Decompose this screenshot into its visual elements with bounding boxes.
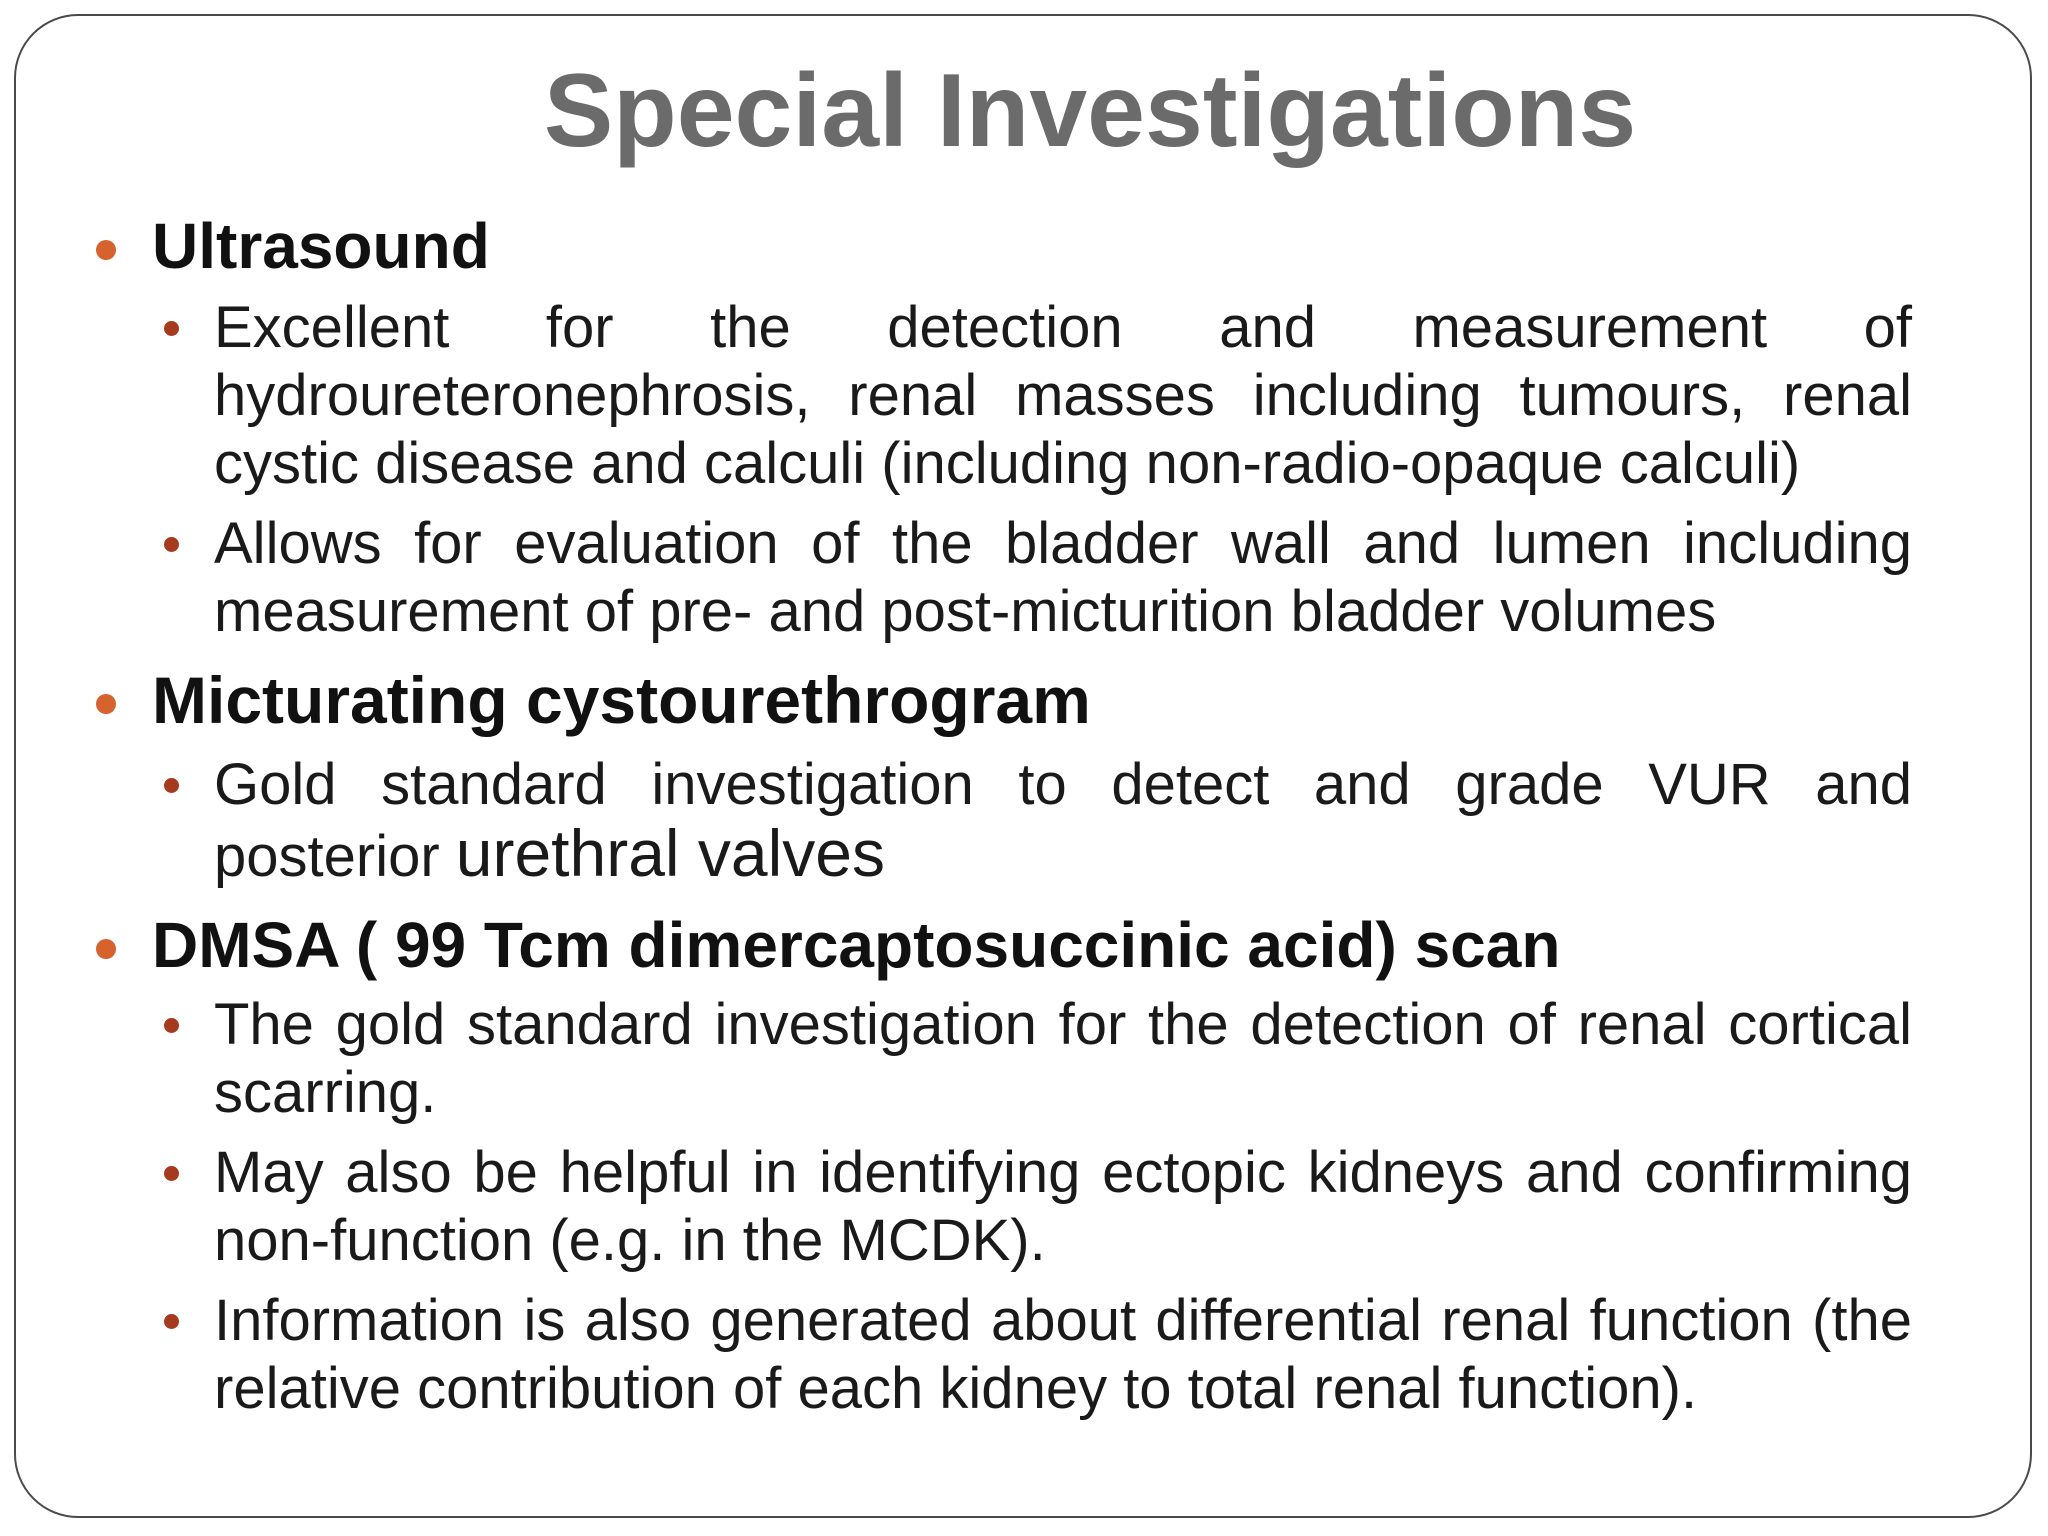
list-item-text: Allows for evaluation of the bladder wall and lumen including measurement of pre- and post-micturition bladder volumes: [214, 511, 1912, 644]
list-item: [152, 991, 1912, 1127]
section-heading-ultrasound: [96, 210, 1976, 282]
list-item: [152, 1287, 1912, 1423]
list-item: [152, 751, 1912, 891]
section-heading-label: Micturating cystourethrogram: [152, 663, 1091, 737]
list-item-text: May also be helpful in identifying ectopic kidneys and confirming non-function (e.g. in the MCDK).: [214, 1140, 1912, 1273]
bullet-dot-icon: [164, 537, 179, 552]
bullet-dot-icon: [164, 1018, 179, 1033]
bullet-dot-icon: [164, 1166, 179, 1181]
bullet-dot-icon: [96, 694, 116, 714]
bullet-dot-icon: [164, 778, 179, 793]
list-item-text: Excellent for the detection and measurement of hydroureteronephrosis, renal masses including tumours, renal cystic disease and calculi (including non-radio-opaque calculi): [214, 295, 1912, 496]
section-heading-micturating-cystourethrogram: [96, 664, 1976, 737]
section-items-dmsa-scan: [96, 991, 1976, 1423]
section-heading-label: Ultrasound: [152, 210, 490, 282]
slide-content: [96, 210, 1976, 1423]
section-heading-label: DMSA ( 99 Tcm dimercaptosuccinic acid) scan: [152, 909, 1561, 981]
section-items-ultrasound: [96, 294, 1976, 646]
list-item: [152, 294, 1912, 498]
list-item-text-large: urethral valves: [455, 816, 885, 890]
list-item: [152, 510, 1912, 646]
bullet-dot-icon: [164, 321, 179, 336]
bullet-dot-icon: [164, 1314, 179, 1329]
slide-title: Special Investigations: [543, 53, 1637, 169]
list-item-text: Gold standard investigation to detect and grade VUR and posterior: [214, 752, 1912, 889]
section-heading-dmsa-scan: [96, 909, 1976, 981]
section-items-micturating-cystourethrogram: [96, 751, 1976, 891]
list-item-text: Information is also generated about differential renal function (the relative contribution of each kidney to total renal function).: [214, 1288, 1912, 1421]
bullet-dot-icon: [96, 240, 116, 260]
list-item: [152, 1139, 1912, 1275]
bullet-dot-icon: [96, 939, 116, 959]
list-item-text: The gold standard investigation for the detection of renal cortical scarring.: [214, 992, 1912, 1125]
